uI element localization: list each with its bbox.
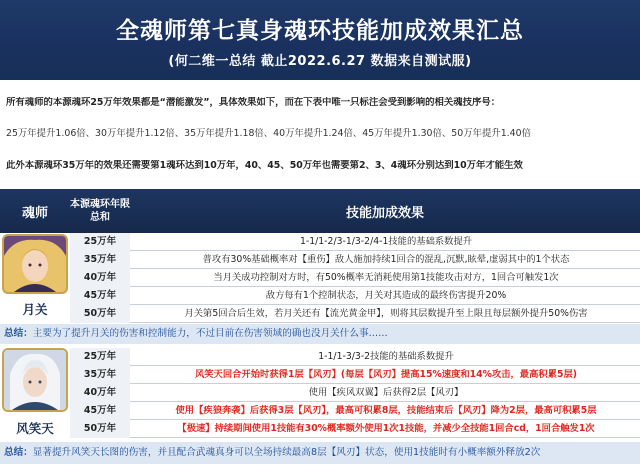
effect-cell: 1-1/1-2/3-1/3-2/4-1技能的基础系数提升 (299, 236, 473, 247)
table-row (70, 287, 640, 305)
hero-portrait-fengxiaotian (2, 348, 68, 412)
effect-cell: 月关第5回合后生效，若月关还有【流光黄金甲】，则将其层数提升至上限且每层额外提升50%伤害 (184, 308, 588, 319)
effect-cell: 【极速】持续期间使用1技能有30%概率额外使用1次1技能，并减少全技能1回合cd，1回合触发1次 (177, 423, 595, 434)
years-cell: 40万年 (70, 384, 130, 402)
hero-summary-yueguan (0, 324, 640, 344)
page-subtitle: (何二维一总结 截止2022.6.27 数据来自测试服) (168, 54, 472, 69)
hero-name-yueguan: 月关 (22, 302, 48, 317)
years-cell: 50万年 (70, 420, 130, 438)
table-row (70, 269, 640, 287)
hero-name-fengxiaotian: 风笑天 (16, 421, 54, 436)
column-header-hero: 魂师 (21, 205, 48, 221)
years-cell: 45万年 (70, 287, 130, 305)
table-row (70, 251, 640, 269)
years-cell: 45万年 (70, 402, 130, 420)
table-row (70, 384, 640, 402)
fengxiaotian-portrait-image (4, 350, 66, 410)
table-row (70, 233, 640, 251)
years-cell: 50万年 (70, 305, 130, 323)
effect-cell: 敌方每有1个控制状态，月关对其造成的最终伤害提升20% (265, 290, 507, 301)
years-cell: 40万年 (70, 269, 130, 287)
summary-tag: 总结： (4, 447, 33, 458)
years-cell: 35万年 (70, 251, 130, 269)
page-header (0, 0, 640, 80)
effect-cell: 使用【疾风双翼】后获得2层【风刃】 (308, 387, 464, 398)
years-cell: 25万年 (70, 233, 130, 251)
table-row (70, 305, 640, 323)
effect-cell: 普攻有30%基础概率对【重伤】敌人施加持续1回合的混乱,沉默,眩晕,虚弱其中的1个状态 (202, 254, 570, 265)
column-header-years: 本源魂环年限总和 (70, 199, 130, 223)
table-row (70, 366, 640, 384)
summary-text: 显著提升风笑天长图的伤害，并且配合武魂真身可以全场持续最高8层【风刃】状态，使用1技能时有小概率额外释放2次 (32, 447, 541, 458)
years-cell: 25万年 (70, 348, 130, 366)
table-row (70, 348, 640, 366)
effect-cell: 当月关成功控制对方时，有50%概率无消耗使用第1技能攻击对方，1回合可触发1次 (213, 272, 559, 283)
effect-cell: 风笑天回合开始时获得1层【风刃】(每层【风刃】提高15%速度和14%攻击，最高积累5层) (194, 369, 578, 380)
intro-line-1: 所有魂师的本源魂环25万年效果都是“潜能激发”，具体效果如下，而在下表中唯一只标注会受到影响的相关魂技序号： (6, 97, 501, 108)
table-header (0, 189, 640, 233)
summary-tag: 总结： (4, 328, 33, 339)
hero-portrait-yueguan (2, 234, 68, 294)
effect-cell: 1-1/1-3/3-2技能的基础系数提升 (318, 351, 454, 362)
yueguan-portrait-image (4, 236, 66, 292)
effect-cell: 使用【疾狼奔袭】后获得3层【风刃】，最高可积累8层，技能结束后【风刃】降为2层，最高可积累5层 (175, 405, 597, 416)
table-row (70, 402, 640, 420)
intro-line-2: 25万年提升1.06倍、30万年提升1.12倍、35万年提升1.18倍、40万年提升1.24倍、45万年提升1.30倍、50万年提升1.40倍 (6, 128, 531, 139)
summary-text: 主要为了提升月关的伤害和控制能力，不过目前在伤害领域的确也没月关什么事…… (32, 328, 388, 339)
intro-line-3: 此外本源魂环35万年的效果还需要第1魂环达到10万年，40、45、50万年也需要第2、3、4魂环分别达到10万年才能生效 (6, 160, 523, 171)
page-title: 全魂师第七真身魂环技能加成效果汇总 (116, 18, 524, 44)
column-header-effect: 技能加成效果 (345, 205, 424, 221)
years-cell: 35万年 (70, 366, 130, 384)
hero-summary-fengxiaotian (0, 442, 640, 464)
table-row (70, 420, 640, 438)
